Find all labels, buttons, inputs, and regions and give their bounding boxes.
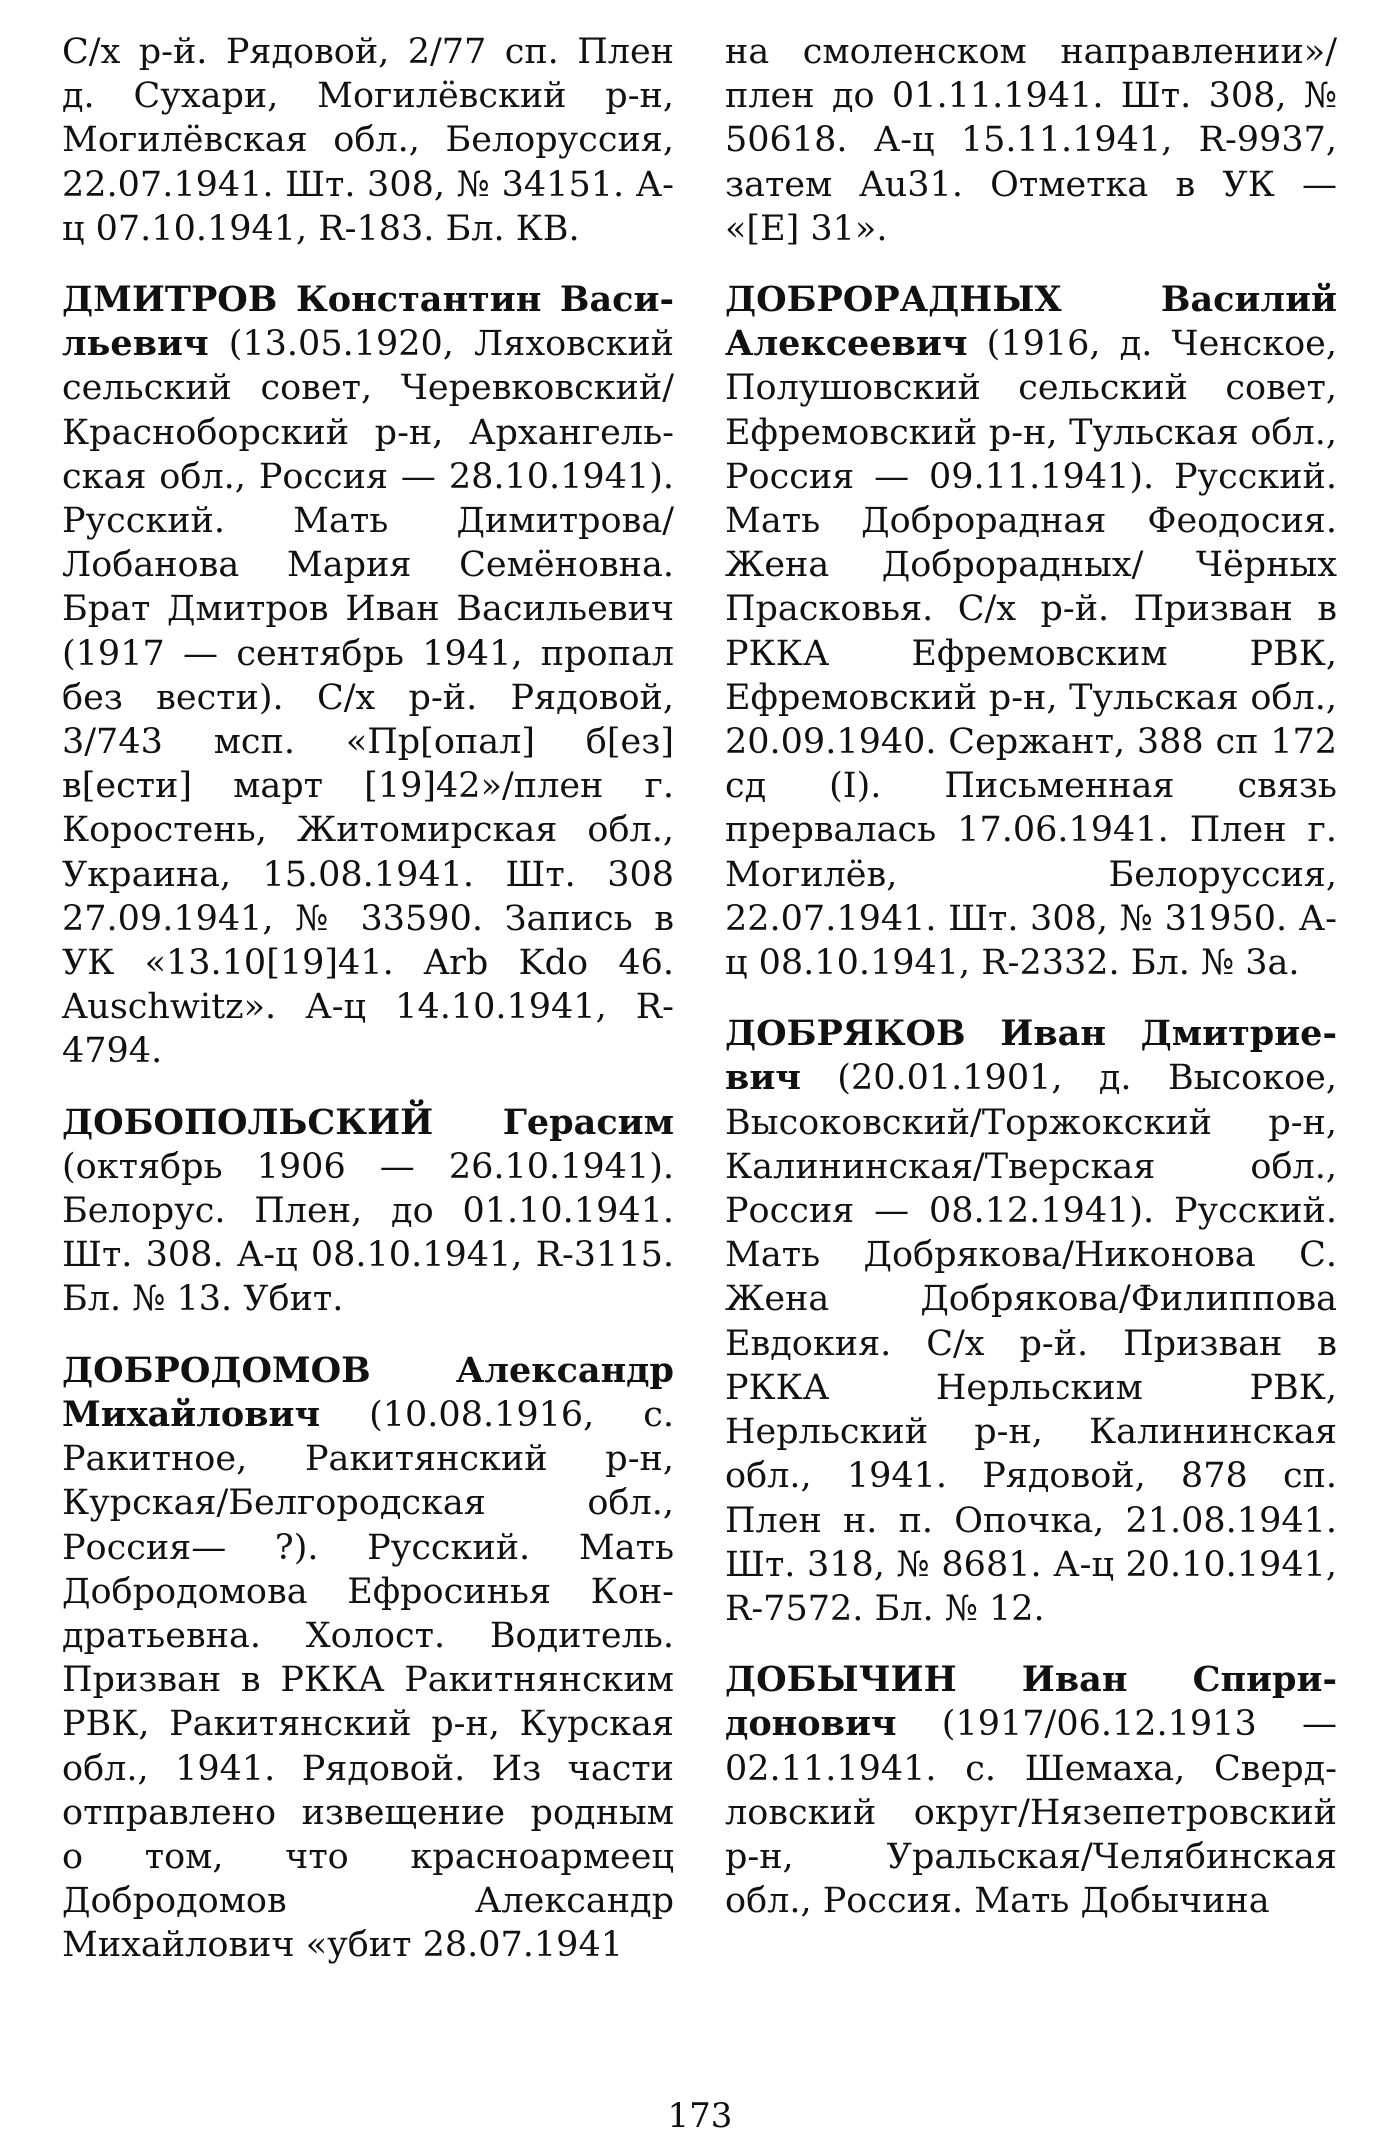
entry-dobopolsky (62, 1101, 674, 1322)
entry-name: ДОБРОРАДНЫХ Василий Алексеевич (725, 279, 1337, 365)
right-column (725, 30, 1337, 1950)
entry-continuation (62, 30, 674, 251)
entry-text: (1917/06.12.1913 — 02.11.1941. с. Шемаха, Свердловский округ/Нязепетровский р-н, Уральская/Челябинская обл., Россия. Мать Добычина (725, 1704, 1337, 1922)
entry-dobryakov (725, 1012, 1337, 1631)
entry-name: ДОБРОДОМОВ Александр Михайлович (62, 1349, 674, 1435)
entry-text: (10.08.1916, с. Ракитное, Ракитянский р-н, Курская/Белгородская обл., Россия— ?). Русский. Мать Добродомова Ефросинья Кондратьевна. Холост. Водитель. Призван в РККА Ракитнянским РВК, Ракитянский р-н, Курская обл., 1941. Рядовой. Из части отправлено извещение родным о том, что красноармеец Добродомов Александр Михайлович «убит 28.07.1941 (62, 1394, 674, 1966)
entry-text: С/х р-й. Рядовой, 2/77 сп. Плен д. Сухари, Могилёвский р-н, Могилёвская обл., Белоруссия, 22.07.1941. Шт. 308, № 34151. А-ц 07.10.1941, R-183. Бл. КВ. (62, 32, 674, 249)
entry-name: ДОБОПОЛЬСКИЙ Герасим (62, 1101, 674, 1143)
entry-name: ДОБЫЧИН Иван Спиридонович (725, 1659, 1337, 1745)
page-number: 173 (667, 2096, 733, 2136)
entry-text: на смоленском направлении»/ плен до 01.11.1941. Шт. 308, № 50618. А-ц 15.11.1941, R-9937, затем Au31. Отметка в УК — «[E] 31». (725, 32, 1337, 249)
entry-text: (20.01.1901, д. Высокое, Высоковский/Торжокский р-н, Калининская/Тверская обл., Россия — 08.12.1941). Русский. Мать Добрякова/Никонова С. Жена Добрякова/Филиппова Евдокия. С/х р-й. Призван в РККА Нерльским РВК, Нерльский р-н, Калининская обл., 1941. Рядовой, 878 сп. Плен н. п. Опочка, 21.08.1941. Шт. 318, № 8681. А-ц 20.10.1941, R-7572. Бл. № 12. (725, 1058, 1337, 1629)
entry-dobychin (725, 1658, 1337, 1923)
entry-dobroradnykh (725, 278, 1337, 985)
entry-continuation (725, 30, 1337, 251)
entry-name: ДМИТРОВ Константин Васильевич (62, 279, 674, 365)
left-column (62, 30, 674, 1995)
entry-dmitrov (62, 278, 674, 1074)
entry-text: (13.05.1920, Ляховский сельский совет, Черевковский/ Красноборский р-н, Архангельская обл., Россия — 28.10.1941). Русский. Мать Димитрова/ Лобанова Мария Семёновна. Брат Дмитров Иван Васильевич (1917 — сентябрь 1941, пропал без вести). С/х р-й. Рядовой, 3/743 мсп. «Пр[опал] б[ез] в[ести] март [19]42»/плен г. Коростень, Житомирская обл., Украина, 15.08.1941. Шт. 308 27.09.1941, № 33590. Запись в УК «13.10[19]41. Arb Kdo 46. Auschwitz». А-ц 14.10.1941, R-4794. (62, 324, 674, 1072)
entry-name: ДОБРЯКОВ Иван Дмитриевич (725, 1013, 1337, 1099)
entry-text: (1916, д. Ченское, Полушовский сельский совет, Ефремовский р-н, Тульская обл., Россия — 09.11.1941). Русский. Мать Доброрадная Феодосия. Жена Доброрадных/ Чёрных Прасковья. С/х р-й. Призван в РККА Ефремовским РВК, Ефремовский р-н, Тульская обл., 20.09.1940. Сержант, 388 сп 172 сд (I). Письменная связь прервалась 17.06.1941. Плен г. Могилёв, Белоруссия, 22.07.1941. Шт. 308, № 31950. А-ц 08.10.1941, R-2332. Бл. № 3а. (725, 324, 1337, 984)
entry-text: (октябрь 1906 — 26.10.1941). Белорус. Плен, до 01.10.1941. Шт. 308. А-ц 08.10.1941, R-3115. Бл. № 13. Убит. (62, 1146, 674, 1320)
entry-dobrodomov (62, 1349, 674, 1968)
